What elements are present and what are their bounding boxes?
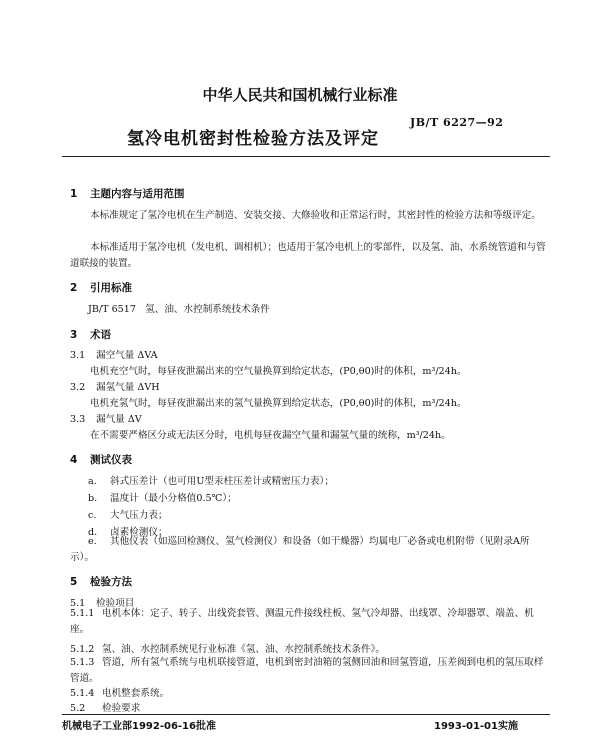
- item-text: 温度计（最小分格值0.5℃）；: [110, 493, 237, 504]
- clause-text: 氢、油、水控制系统见行业标准《氢、油、水控制系统技术条件》。: [102, 644, 386, 655]
- clause-text: 电机整套系统。: [102, 688, 170, 699]
- section-3-heading: [70, 327, 111, 342]
- term-title: 漏空气量 ΔVA: [96, 350, 158, 361]
- item-text: 其他仪表（如巡回检测仪、氢气检测仪）和设备（如干燥器）均属电厂必备或电机附带（见附录A所示）。: [70, 536, 530, 563]
- section-number: 5: [70, 576, 78, 588]
- clause-number: 5.1.3: [70, 657, 95, 668]
- term-3-1-heading: [70, 348, 158, 363]
- section-title: 检验方法: [90, 576, 132, 588]
- approval-line: 机械电子工业部1992-06-16批准: [62, 721, 216, 732]
- term-3-3-heading: [70, 412, 142, 427]
- section-title: 引用标准: [90, 282, 132, 294]
- instrument-item-a: [88, 474, 334, 489]
- header-divider: [62, 156, 550, 157]
- term-number: 3.3: [70, 414, 86, 425]
- issuing-body-heading: 中华人民共和国机械行业标准: [202, 86, 398, 104]
- term-3-3-definition: 在不需要严格区分或无法区分时，电机每昼夜漏空气量和漏氢气量的统称，m³/24h。: [90, 430, 451, 441]
- footer-divider: [62, 714, 550, 715]
- term-title: 漏气量 ΔV: [96, 414, 142, 425]
- section-title: 术语: [90, 329, 111, 341]
- clause-number: 5.1.2: [70, 644, 95, 655]
- section-5-heading: [70, 574, 132, 589]
- section-4-heading: [70, 452, 132, 467]
- term-3-2-definition: 电机充氢气时，每昼夜泄漏出来的氢气量换算到给定状态，(P0,θ0)时的体积，m³/24h。: [90, 398, 467, 409]
- clause-text: 管道，所有氢气系统与电机联接管道，电机到密封油箱的氢侧回油和回氢管道，压差阀到电机的氢压取样管道。: [70, 657, 544, 684]
- term-3-2-heading: [70, 380, 160, 395]
- term-3-1-definition: 电机充空气时，每昼夜泄漏出来的空气量换算到给定状态，(P0,θ0)时的体积，m³/24h。: [90, 366, 467, 377]
- reference-title: 氢、油、水控制系统技术条件: [145, 304, 270, 315]
- standard-number: JB/T 6227—92: [410, 116, 504, 129]
- clause-number: 5.1.1: [70, 608, 95, 619]
- section-number: 1: [70, 188, 78, 200]
- reference-code: JB/T 6517: [88, 304, 136, 315]
- clause-5-1-4: [70, 686, 169, 701]
- section-1-paragraph-1: 本标准规定了氢冷电机在生产制造、安装交接、大修验收和正常运行时，其密封性的检验方法和等级评定。: [90, 210, 541, 221]
- instrument-item-e: [70, 534, 548, 566]
- clause-5-1-1: [70, 606, 548, 638]
- clause-5-1-3: [70, 655, 548, 687]
- item-marker: d.: [88, 527, 98, 538]
- item-marker: a.: [88, 476, 97, 487]
- instrument-item-c: [88, 508, 168, 523]
- item-marker: b.: [88, 493, 98, 504]
- term-number: 3.1: [70, 350, 86, 361]
- section-2-heading: [70, 280, 132, 295]
- section-1-heading: [70, 186, 185, 201]
- term-number: 3.2: [70, 382, 86, 393]
- section-title: 主题内容与适用范围: [90, 188, 185, 200]
- section-number: 2: [70, 282, 78, 294]
- instrument-item-b: [88, 491, 237, 506]
- clause-text: 电机本体：定子、转子、出线瓷套管、测温元件接线柱板、氢气冷却器、出线罩、冷却器罩、端盖、机座。: [70, 608, 534, 635]
- item-marker: c.: [88, 510, 97, 521]
- item-marker: e.: [88, 536, 97, 547]
- item-text: 斜式压差计（也可用U型汞柱压差计或精密压力表）；: [110, 476, 334, 487]
- clause-number: 5.1: [70, 598, 86, 609]
- term-title: 漏氢气量 ΔVH: [96, 382, 160, 393]
- clause-title: 检验项目: [96, 598, 135, 609]
- clause-title: 检验要求: [102, 703, 141, 714]
- item-text: 卤素检测仪；: [110, 527, 168, 538]
- clause-number: 5.2: [70, 703, 86, 714]
- document-title: 氢冷电机密封性检验方法及评定: [127, 129, 379, 149]
- reference-entry: [88, 302, 270, 317]
- section-title: 测试仪表: [90, 454, 132, 466]
- implementation-date: 1993-01-01实施: [434, 721, 518, 732]
- section-1-paragraph-2: 本标准适用于氢冷电机（发电机、调相机）；也适用于氢冷电机上的零部件，以及氢、油、水系统管道和与管道联接的装置。: [70, 242, 546, 269]
- clause-number: 5.1.4: [70, 688, 95, 699]
- section-number: 3: [70, 329, 78, 341]
- item-text: 大气压力表；: [110, 510, 168, 521]
- section-number: 4: [70, 454, 78, 466]
